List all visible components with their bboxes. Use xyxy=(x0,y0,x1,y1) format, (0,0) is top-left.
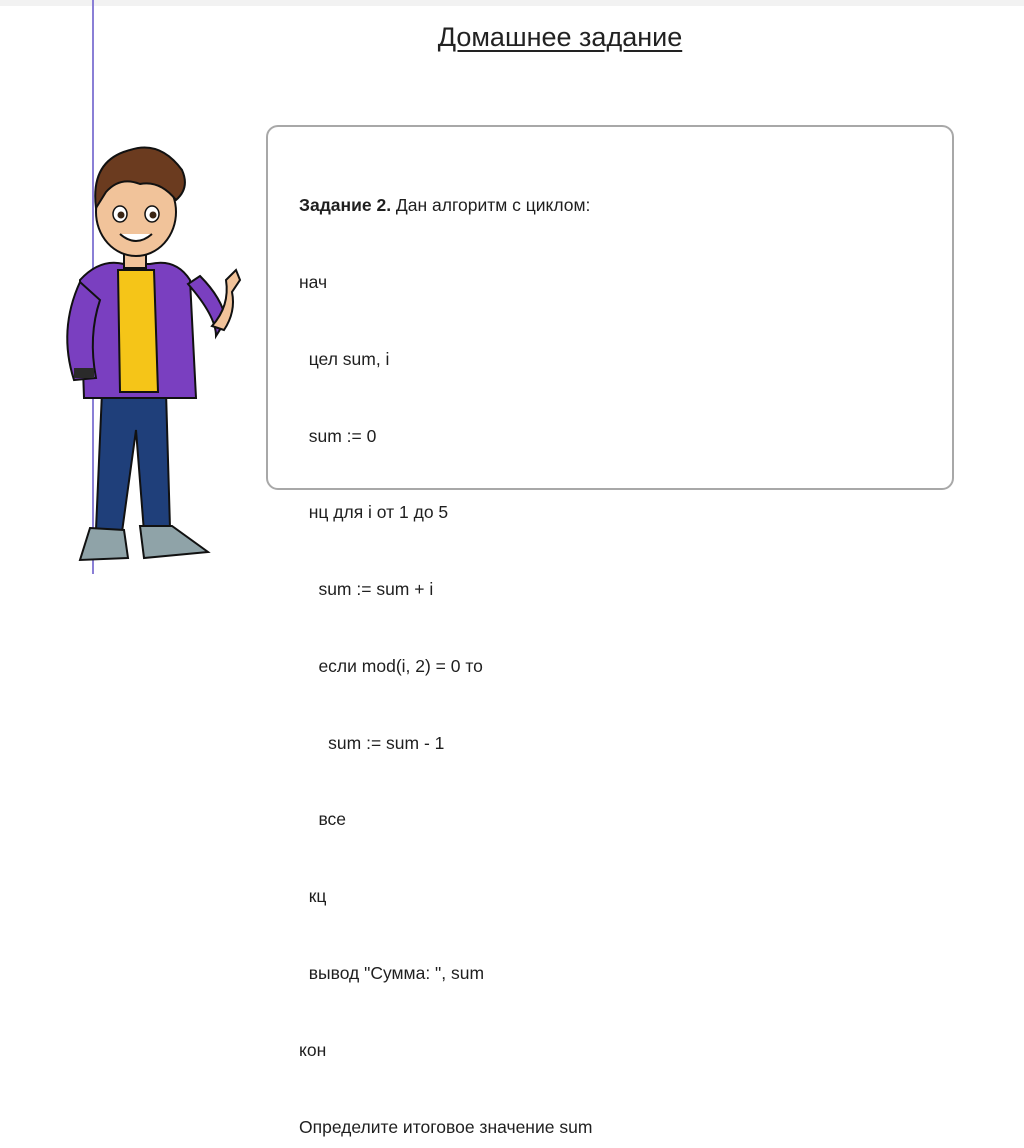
code-line: все xyxy=(299,809,347,830)
top-rule xyxy=(0,0,1024,6)
code-line: кц xyxy=(299,886,327,907)
task-heading-line xyxy=(299,193,592,219)
slide-title: Домашнее задание xyxy=(437,22,683,52)
task-intro: Дан алгоритм с циклом: xyxy=(391,195,591,216)
code-line: sum := sum - 1 xyxy=(299,732,445,753)
pointing-student-illustration xyxy=(40,130,250,574)
code-line: sum := sum + i xyxy=(299,579,434,600)
code-line: sum := 0 xyxy=(299,425,377,446)
task-heading: Задание 2. xyxy=(299,195,392,216)
code-line: нц для i от 1 до 5 xyxy=(299,502,449,523)
code-line: цел sum, i xyxy=(299,348,390,369)
code-line: кон xyxy=(299,1039,327,1060)
task-content xyxy=(299,142,592,1148)
code-line: если mod(i, 2) = 0 то xyxy=(299,655,483,676)
task-question: Определите итоговое значение sum xyxy=(299,1116,593,1137)
code-line: вывод "Сумма: ", sum xyxy=(299,963,485,983)
code-line: нач xyxy=(299,271,328,292)
